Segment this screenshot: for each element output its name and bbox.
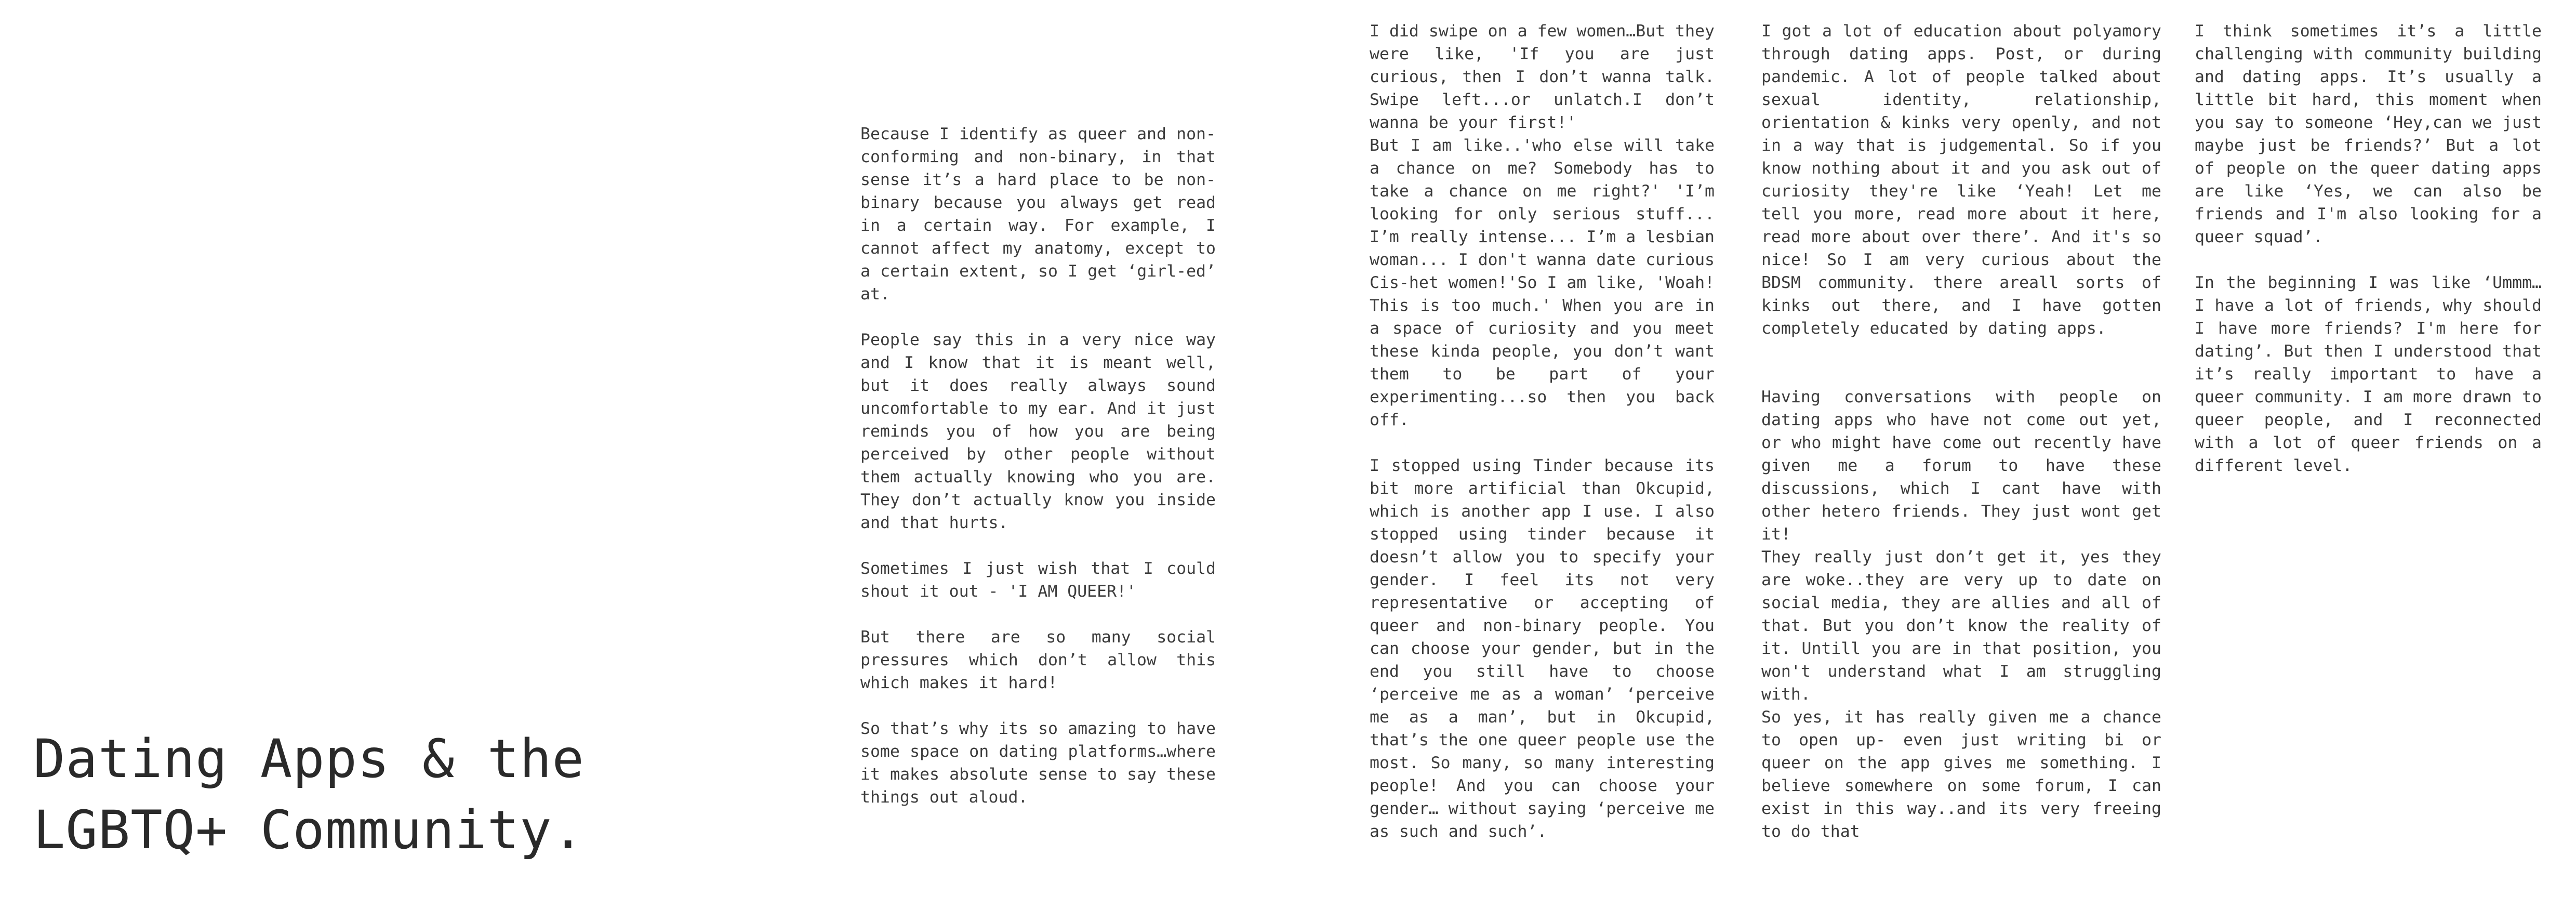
paragraph: In the beginning I was like ‘Ummm… I have a lot of friends, why should I have more friends? I'm here for dating’. But then I understood that it’s really important to have a queer community. I am more drawn to queer people, and I reconnected with a lot of queer friends on a different level.: [2195, 273, 2542, 475]
text-column-2: [1370, 20, 1715, 843]
page-title-line-2: LGBTQ+ Community.: [33, 799, 585, 861]
paragraph: People say this in a very nice way and I know that it is meant well, but it does really always sound uncomfortable to my ear. And it just reminds you of how you are being perceived by other people without them actually knowing who you are. They don’t actually know you inside and that hurts.: [860, 331, 1216, 532]
page-title: [33, 723, 709, 866]
paragraph: I think sometimes it’s a little challenging with community building and dating apps. It’s usually a little bit hard, this moment when you say to someone ‘Hey,can we just maybe just be friends?’ But a lot of people on the queer dating apps are like ‘Yes, we can also be friends and I'm also looking for a queer squad’.: [2195, 22, 2542, 246]
paragraph: Sometimes I just wish that I could shout it out - 'I AM QUEER!': [860, 559, 1216, 601]
paragraph: Having conversations with people on dating apps who have not come out yet, or who might have come out recently have given me a forum to have these discussions, which I cant have with other hetero friends. They just wont get it!: [1761, 388, 2161, 544]
paragraph: So yes, it has really given me a chance to open up- even just writing bi or queer on the app gives me something. I believe somewhere on some forum, I can exist in this way..and its very freeing to do that: [1761, 708, 2161, 841]
paragraph: Because I identify as queer and non-conforming and non-binary, in that sense it’s a hard place to be non-binary because you always get read in a certain way. For example, I cannot affect my anatomy, except to a certain extent, so I get ‘girl-ed’ at.: [860, 125, 1216, 304]
page-title-line-1: Dating Apps & the: [33, 728, 585, 790]
paragraph: So that’s why its so amazing to have some space on dating platforms…where it makes absolute sense to say these things out aloud.: [860, 719, 1216, 807]
text-column-4: [2195, 20, 2542, 477]
paragraph: I stopped using Tinder because its bit more artificial than Okcupid, which is another app I use. I also stopped using tinder because it doesn’t allow you to specify your gender. I feel its not very representative or accepting of queer and non-binary people. You can choose your gender, but in the end you still have to choose ‘perceive me as a woman’ ‘perceive me as a man’, but in Okcupid, that’s the one queer people use the most. So many, so many interesting people! And you can choose your gender… without saying ‘perceive me as such and such’.: [1370, 456, 1715, 841]
paragraph: I did swipe on a few women…But they were like, 'If you are just curious, then I don’t wanna talk. Swipe left...or unlatch.I don’t wanna be your first!': [1370, 22, 1715, 132]
paragraph: But I am like..'who else will take a chance on me? Somebody has to take a chance on me right?' 'I’m looking for only serious stuff... I’m really intense... I’m a lesbian woman... I don't wanna date curious Cis-het women!'So I am like, 'Woah! This is too much.' When you are in a space of curiosity and you meet these kinda people, you don’t want them to be part of your experimenting...so then you back off.: [1370, 136, 1715, 429]
paragraph: I got a lot of education about polyamory through dating apps. Post, or during pandemic. A lot of people talked about sexual identity, relationship, orientation & kinks very openly, and not in a way that is judgemental. So if you know nothing about it and you ask out of curiosity they're like ‘Yeah! Let me tell you more, read more about it here, read more about over there’. And it's so nice! So I am very curious about the BDSM community. there areall sorts of kinks out there, and I have gotten completely educated by dating apps.: [1761, 22, 2161, 338]
text-column-3: [1761, 20, 2161, 843]
text-column-1: [860, 123, 1216, 809]
paragraph: They really just don’t get it, yes they are woke..they are very up to date on social media, they are allies and all of that. But you don’t know the reality of it. Untill you are in that position, you won't understand what I am struggling with.: [1761, 548, 2161, 704]
paragraph: But there are so many social pressures which don’t allow this which makes it hard!: [860, 628, 1216, 692]
